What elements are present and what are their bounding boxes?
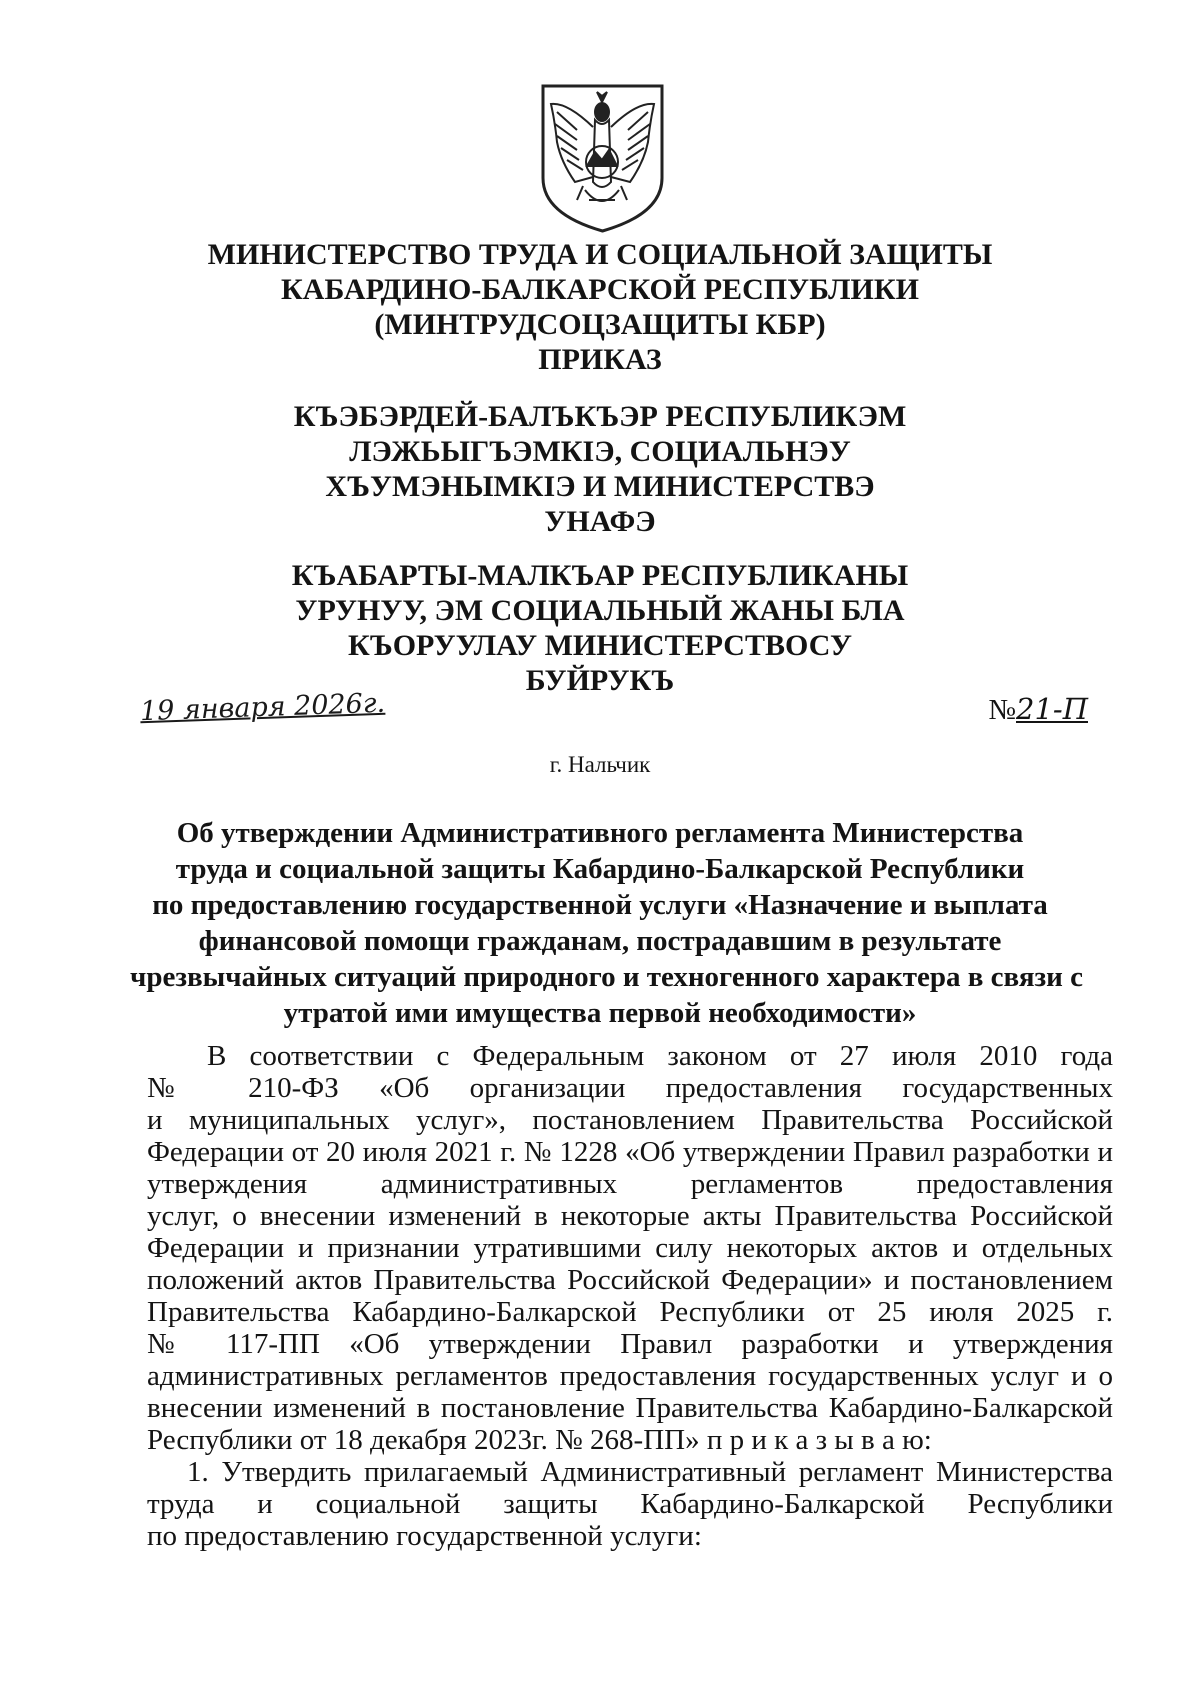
body-line: Федерации от 20 июля 2021 г. № 1228 «Об утверждении Правил разработки и xyxy=(147,1136,1113,1168)
number-prefix: № xyxy=(988,694,1016,726)
body-line: по предоставлению государственной услуги: xyxy=(147,1520,702,1552)
body-line: В соответствии с Федеральным законом от 27 июля 2010 года xyxy=(207,1040,1113,1072)
order-body xyxy=(147,1040,1113,1552)
handwritten-date: 19 января 2026г. xyxy=(139,687,386,728)
header-line: КЪОРУУЛАУ МИНИСТЕРСТВОСУ xyxy=(348,629,852,662)
header-ministry-ru xyxy=(150,237,1050,377)
header-ministry-krc xyxy=(150,558,1050,698)
body-line: Республики от 18 декабря 2023г. № 268-ПП» п р и к а з ы в а ю: xyxy=(147,1424,932,1456)
header-line: КАБАРДИНО-БАЛКАРСКОЙ РЕСПУБЛИКИ xyxy=(281,273,919,306)
header-line: БУЙРУКЪ xyxy=(525,664,675,697)
header-line: КЪАБАРТЫ-МАЛКЪАР РЕСПУБЛИКАНЫ xyxy=(291,559,909,592)
body-line: 1. Утвердить прилагаемый Административный регламент Министерства xyxy=(187,1456,1113,1488)
body-line: № 117-ПП «Об утверждении Правил разработки и утверждения xyxy=(147,1328,1113,1360)
order-number xyxy=(988,692,1088,727)
subject-line: чрезвычайных ситуаций природного и техногенного характера в связи с xyxy=(130,961,1083,993)
body-line: Федерации и признании утратившими силу некоторых актов и отдельных xyxy=(147,1232,1113,1264)
header-line: ЛЭЖЬЫГЪЭМКIЭ, СОЦИАЛЬНЭУ xyxy=(349,435,851,468)
header-line: КЪЭБЭРДЕЙ-БАЛЪКЪЭР РЕСПУБЛИКЭМ xyxy=(293,400,907,433)
subject-line: по предоставлению государственной услуги «Назначение и выплата xyxy=(152,889,1048,921)
header-line: ПРИКАЗ xyxy=(538,343,662,376)
subject-line: финансовой помощи гражданам, пострадавшим в результате xyxy=(198,925,1002,957)
header-line: УРУНУУ, ЭМ СОЦИАЛЬНЫЙ ЖАНЫ БЛА xyxy=(295,594,905,627)
order-subject xyxy=(130,815,1083,1031)
subject-line: труда и социальной защиты Кабардино-Балкарской Республики xyxy=(175,853,1025,885)
city: г. Нальчик xyxy=(549,752,651,777)
header-ministry-kbd xyxy=(150,399,1050,539)
header-line: ХЪУМЭНЫМКIЭ И МИНИСТЕРСТВЭ xyxy=(325,470,875,503)
body-line: и муниципальных услуг», постановлением Правительства Российской xyxy=(147,1104,1113,1136)
body-line: Правительства Кабардино-Балкарской Республики от 25 июля 2025 г. xyxy=(147,1296,1113,1328)
body-line: внесении изменений в постановление Правительства Кабардино-Балкарской xyxy=(147,1392,1113,1424)
body-line: административных регламентов предоставления государственных услуг и о xyxy=(147,1360,1113,1392)
body-line: услуг, о внесении изменений в некоторые акты Правительства Российской xyxy=(147,1200,1113,1232)
handwritten-number: 21-П xyxy=(1016,692,1088,726)
body-line: № 210-ФЗ «Об организации предоставления государственных xyxy=(147,1072,1113,1104)
subject-line: утратой ими имущества первой необходимости» xyxy=(283,997,917,1029)
subject-line: Об утверждении Административного регламента Министерства xyxy=(176,817,1024,849)
header-line: (МИНТРУДСОЦЗАЩИТЫ КБР) xyxy=(374,308,826,341)
header-line: УНАФЭ xyxy=(544,505,656,538)
body-line: положений актов Правительства Российской Федерации» и постановлением xyxy=(147,1264,1113,1296)
header-line: МИНИСТЕРСТВО ТРУДА И СОЦИАЛЬНОЙ ЗАЩИТЫ xyxy=(207,238,993,271)
body-line: труда и социальной защиты Кабардино-Балкарской Республики xyxy=(147,1488,1113,1520)
body-line: утверждения административных регламентов предоставления xyxy=(147,1168,1113,1200)
coat-of-arms-emblem xyxy=(537,82,668,233)
